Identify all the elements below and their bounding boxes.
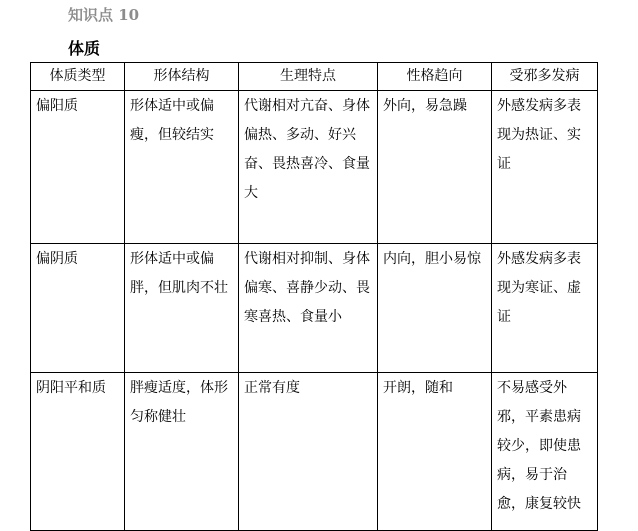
header-body-structure: 形体结构 <box>125 63 239 91</box>
cell-body-structure: 形体适中或偏胖，但肌肉不壮 <box>125 244 239 373</box>
cell-constitution-type: 阴阳平和质 <box>31 373 125 531</box>
cell-constitution-type: 偏阴质 <box>31 244 125 373</box>
cell-susceptible-diseases: 不易感受外邪，平素患病较少，即使患病，易于治愈，康复较快 <box>492 373 598 531</box>
header-susceptible-diseases: 受邪多发病 <box>492 63 598 91</box>
cell-physiological-traits: 正常有度 <box>239 373 378 531</box>
header-constitution-type: 体质类型 <box>31 63 125 91</box>
knowledge-point-heading: 知识点 10 <box>68 6 140 24</box>
cell-personality-tendency: 开朗，随和 <box>378 373 492 531</box>
cell-susceptible-diseases: 外感发病多表现为寒证、虚证 <box>492 244 598 373</box>
cell-constitution-type: 偏阳质 <box>31 91 125 244</box>
cell-physiological-traits: 代谢相对亢奋、身体偏热、多动、好兴奋、畏热喜冷、食量大 <box>239 91 378 244</box>
section-title: 体质 <box>68 39 101 58</box>
header-personality-tendency: 性格趋向 <box>378 63 492 91</box>
table-row <box>31 373 598 531</box>
table-row <box>31 91 598 244</box>
cell-personality-tendency: 内向，胆小易惊 <box>378 244 492 373</box>
cell-physiological-traits: 代谢相对抑制、身体偏寒、喜静少动、畏寒喜热、食量小 <box>239 244 378 373</box>
cell-body-structure: 胖瘦适度，体形匀称健壮 <box>125 373 239 531</box>
cell-body-structure: 形体适中或偏瘦，但较结实 <box>125 91 239 244</box>
table-header-row <box>31 63 598 91</box>
cell-susceptible-diseases: 外感发病多表现为热证、实证 <box>492 91 598 244</box>
constitution-table <box>30 62 598 531</box>
cell-personality-tendency: 外向，易急躁 <box>378 91 492 244</box>
table-row <box>31 244 598 373</box>
header-physiological-traits: 生理特点 <box>239 63 378 91</box>
